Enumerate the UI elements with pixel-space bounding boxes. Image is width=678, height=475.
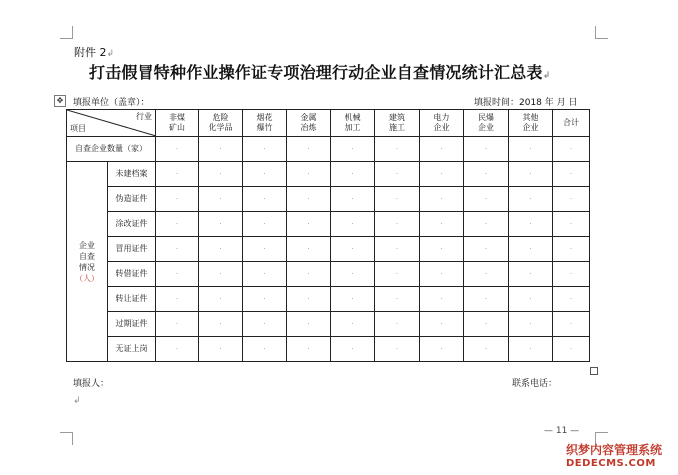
cell-mark: · xyxy=(440,195,443,203)
data-cell[interactable] xyxy=(331,162,375,187)
paragraph-mark: ↲ xyxy=(106,49,115,59)
cell-mark: · xyxy=(263,245,266,253)
data-cell[interactable] xyxy=(553,262,590,287)
cell-mark: · xyxy=(484,270,488,278)
group-label-line: 情况 xyxy=(79,262,95,272)
data-cell[interactable] xyxy=(509,287,553,312)
cell-mark: · xyxy=(440,220,443,228)
data-cell[interactable] xyxy=(199,337,243,362)
crop-mark-bottom-left xyxy=(60,432,73,445)
data-cell[interactable] xyxy=(243,187,287,212)
cell-mark: · xyxy=(484,345,488,353)
data-cell[interactable] xyxy=(331,287,375,312)
data-cell[interactable] xyxy=(509,312,553,337)
industry-label-line1: 民爆 xyxy=(478,113,494,122)
industry-label-line2: 加工 xyxy=(344,123,361,132)
data-cell[interactable] xyxy=(420,262,464,287)
cell-mark: · xyxy=(395,170,399,178)
data-cell[interactable] xyxy=(420,137,464,162)
data-cell[interactable] xyxy=(375,312,420,337)
cell-mark: · xyxy=(440,170,443,178)
cell-mark: · xyxy=(440,245,443,253)
cell-mark: · xyxy=(395,295,399,303)
data-cell[interactable] xyxy=(331,337,375,362)
table-move-handle-icon[interactable]: ✥ xyxy=(54,95,66,107)
data-cell[interactable] xyxy=(199,237,243,262)
data-cell[interactable] xyxy=(199,287,243,312)
cell-mark: · xyxy=(395,320,399,328)
cell-mark: · xyxy=(263,320,266,328)
data-cell[interactable] xyxy=(464,312,509,337)
data-cell[interactable] xyxy=(199,187,243,212)
data-cell[interactable] xyxy=(156,287,199,312)
data-cell[interactable] xyxy=(464,287,509,312)
table-resize-handle[interactable] xyxy=(590,367,598,375)
industry-label-line2: 企业 xyxy=(478,123,494,132)
data-cell[interactable] xyxy=(199,212,243,237)
data-cell[interactable] xyxy=(199,162,243,187)
table-row xyxy=(67,212,590,237)
data-cell[interactable] xyxy=(156,187,199,212)
table-row xyxy=(67,337,590,362)
industry-label-line1: 机械 xyxy=(344,113,361,122)
header-cell-industry[interactable] xyxy=(420,110,464,137)
data-cell[interactable] xyxy=(156,262,199,287)
cell-mark: · xyxy=(307,320,310,328)
data-cell[interactable] xyxy=(243,287,287,312)
header-cell-industry[interactable] xyxy=(287,110,331,137)
data-cell[interactable] xyxy=(464,212,509,237)
header-cell-industry[interactable] xyxy=(509,110,553,137)
watermark-site: DEDECMS.COM xyxy=(566,458,656,469)
cell-mark: · xyxy=(395,270,399,278)
data-cell[interactable] xyxy=(420,237,464,262)
cell-mark: · xyxy=(569,170,573,178)
data-cell[interactable] xyxy=(331,137,375,162)
cell-mark: · xyxy=(219,145,222,153)
data-cell[interactable] xyxy=(331,312,375,337)
cell-mark: · xyxy=(484,245,488,253)
data-cell[interactable] xyxy=(553,312,590,337)
data-cell[interactable] xyxy=(420,162,464,187)
cell-mark: · xyxy=(569,320,573,328)
data-cell[interactable] xyxy=(509,337,553,362)
corner-item-label: 项目 xyxy=(70,124,86,133)
cell-mark: · xyxy=(307,245,310,253)
data-cell[interactable] xyxy=(199,137,243,162)
header-cell-industry[interactable] xyxy=(331,110,375,137)
table-row xyxy=(67,162,590,187)
fill-unit-label[interactable]: 填报单位（盖章）： xyxy=(73,98,150,108)
header-cell-industry[interactable] xyxy=(375,110,420,137)
cell-mark: · xyxy=(529,145,532,153)
cell-mark: · xyxy=(263,170,266,178)
data-cell[interactable] xyxy=(287,212,331,237)
attachment-label[interactable] xyxy=(74,44,114,60)
document-title-text: 打击假冒特种作业操作证专项治理行动企业自查情况统计汇总表 xyxy=(89,63,543,82)
row-label[interactable]: 冒用证件 xyxy=(108,237,156,262)
data-cell[interactable] xyxy=(375,212,420,237)
data-cell[interactable] xyxy=(243,237,287,262)
data-cell[interactable] xyxy=(243,212,287,237)
cell-mark: · xyxy=(569,270,573,278)
data-cell[interactable] xyxy=(331,187,375,212)
data-cell[interactable] xyxy=(199,312,243,337)
data-cell[interactable] xyxy=(243,162,287,187)
table-row xyxy=(67,187,590,212)
cell-mark: · xyxy=(569,345,573,353)
data-cell[interactable] xyxy=(287,162,331,187)
industry-label-line1: 非煤 xyxy=(169,113,185,122)
cell-mark: · xyxy=(175,195,179,203)
cell-mark: · xyxy=(351,145,354,153)
data-cell[interactable] xyxy=(464,187,509,212)
statistics-table[interactable] xyxy=(66,109,590,362)
count-row-label[interactable]: 自查企业数量（家） xyxy=(67,137,156,162)
row-label[interactable]: 涂改证件 xyxy=(108,212,156,237)
row-label[interactable]: 过期证件 xyxy=(108,312,156,337)
table-row xyxy=(67,312,590,337)
data-cell[interactable] xyxy=(375,287,420,312)
data-cell[interactable] xyxy=(375,137,420,162)
data-cell[interactable] xyxy=(553,162,590,187)
cell-mark: · xyxy=(351,220,354,228)
data-cell[interactable] xyxy=(243,262,287,287)
cell-mark: · xyxy=(569,245,573,253)
data-cell[interactable] xyxy=(509,187,553,212)
cell-mark: · xyxy=(484,320,488,328)
cell-mark: · xyxy=(395,220,399,228)
industry-label-line1: 烟花 xyxy=(256,113,273,122)
cell-mark: · xyxy=(175,320,179,328)
cell-mark: · xyxy=(440,320,443,328)
group-label-line: （人） xyxy=(75,273,99,283)
cell-mark: · xyxy=(351,270,354,278)
cell-mark: · xyxy=(307,170,310,178)
cell-mark: · xyxy=(219,320,222,328)
data-cell[interactable] xyxy=(553,137,590,162)
row-label[interactable]: 未建档案 xyxy=(108,162,156,187)
industry-label-line1: 危险 xyxy=(212,113,229,122)
watermark-title: 织梦内容管理系统 xyxy=(566,443,663,457)
data-cell[interactable] xyxy=(287,137,331,162)
data-cell[interactable] xyxy=(287,187,331,212)
data-cell[interactable] xyxy=(287,312,331,337)
data-cell[interactable] xyxy=(553,337,590,362)
total-label: 合计 xyxy=(563,118,579,127)
cell-mark: · xyxy=(219,220,222,228)
data-cell[interactable] xyxy=(464,337,509,362)
data-cell[interactable] xyxy=(156,337,199,362)
industry-label-line2: 施工 xyxy=(389,123,405,132)
data-cell[interactable] xyxy=(464,262,509,287)
document-title[interactable] xyxy=(89,60,550,83)
header-corner-cell[interactable] xyxy=(67,110,156,137)
cell-mark: · xyxy=(351,295,354,303)
cell-mark: · xyxy=(529,320,532,328)
cell-mark: · xyxy=(307,220,310,228)
cell-mark: · xyxy=(395,145,399,153)
data-cell[interactable] xyxy=(420,337,464,362)
header-cell-industry[interactable] xyxy=(243,110,287,137)
group-label-line: 企业 xyxy=(79,240,95,250)
data-cell[interactable] xyxy=(331,262,375,287)
data-cell[interactable] xyxy=(509,162,553,187)
cell-mark: · xyxy=(569,145,573,153)
row-label[interactable]: 无证上岗 xyxy=(108,337,156,362)
industry-label-line1: 金属 xyxy=(300,113,317,122)
cell-mark: · xyxy=(529,295,532,303)
cell-mark: · xyxy=(351,170,354,178)
paragraph-mark: ↲ xyxy=(542,71,551,81)
phone-label[interactable]: 联系电话： xyxy=(512,379,558,389)
cell-mark: · xyxy=(263,295,266,303)
cell-mark: · xyxy=(569,195,573,203)
group-label-line: 自查 xyxy=(79,251,95,261)
crop-mark-top-left xyxy=(60,26,73,39)
cell-mark: · xyxy=(307,295,310,303)
data-cell[interactable] xyxy=(156,237,199,262)
cell-mark: · xyxy=(484,170,488,178)
row-label[interactable]: 转借证件 xyxy=(108,262,156,287)
cell-mark: · xyxy=(484,295,488,303)
cell-mark: · xyxy=(219,170,222,178)
data-cell[interactable] xyxy=(287,262,331,287)
cell-mark: · xyxy=(307,345,310,353)
industry-label-line1: 建筑 xyxy=(389,113,405,122)
cell-mark: · xyxy=(175,270,179,278)
header-cell-industry[interactable] xyxy=(199,110,243,137)
cell-mark: · xyxy=(263,270,266,278)
data-cell[interactable] xyxy=(199,262,243,287)
table-header-row xyxy=(67,110,590,137)
data-cell[interactable] xyxy=(287,337,331,362)
cell-mark: · xyxy=(351,245,354,253)
cell-mark: · xyxy=(219,270,222,278)
data-cell[interactable] xyxy=(464,137,509,162)
industry-label-line1: 电力 xyxy=(433,113,450,122)
data-cell[interactable] xyxy=(287,237,331,262)
cell-mark: · xyxy=(529,220,532,228)
data-cell[interactable] xyxy=(331,237,375,262)
industry-label-line2: 矿山 xyxy=(169,123,185,132)
cell-mark: · xyxy=(351,345,354,353)
industry-label-line1: 其他 xyxy=(522,113,539,122)
table-row xyxy=(67,237,590,262)
cell-mark: · xyxy=(529,270,532,278)
cell-mark: · xyxy=(484,145,488,153)
cell-mark: · xyxy=(263,195,266,203)
cell-mark: · xyxy=(175,170,179,178)
crop-mark-top-right xyxy=(595,26,608,39)
cell-mark: · xyxy=(219,345,222,353)
cell-mark: · xyxy=(484,220,488,228)
cell-mark: · xyxy=(263,220,266,228)
reporter-label[interactable]: 填报人： xyxy=(73,379,110,389)
data-cell[interactable] xyxy=(420,312,464,337)
group-label-cell[interactable] xyxy=(67,162,108,362)
industry-label-line2: 化学品 xyxy=(208,123,233,132)
data-cell[interactable] xyxy=(156,212,199,237)
cell-mark: · xyxy=(263,145,266,153)
cell-mark: · xyxy=(175,345,179,353)
header-cell-total[interactable] xyxy=(553,110,590,137)
cell-mark: · xyxy=(440,270,443,278)
data-cell[interactable] xyxy=(156,162,199,187)
data-cell[interactable] xyxy=(375,187,420,212)
data-cell[interactable] xyxy=(375,262,420,287)
data-cell[interactable] xyxy=(464,237,509,262)
data-cell[interactable] xyxy=(156,137,199,162)
data-cell[interactable] xyxy=(243,312,287,337)
data-cell[interactable] xyxy=(553,212,590,237)
corner-industry-label: 行业 xyxy=(136,112,152,121)
count-row xyxy=(67,137,590,162)
data-cell[interactable] xyxy=(553,237,590,262)
data-cell[interactable] xyxy=(243,337,287,362)
cell-mark: · xyxy=(175,220,179,228)
cell-mark: · xyxy=(440,295,443,303)
cell-mark: · xyxy=(440,145,443,153)
cell-mark: · xyxy=(351,320,354,328)
cell-mark: · xyxy=(307,195,310,203)
data-cell[interactable] xyxy=(553,287,590,312)
cell-mark: · xyxy=(395,345,399,353)
cell-mark: · xyxy=(529,195,532,203)
row-label[interactable]: 转让证件 xyxy=(108,287,156,312)
attachment-text: 附件 2 xyxy=(74,46,107,59)
data-cell[interactable] xyxy=(287,287,331,312)
data-cell[interactable] xyxy=(375,337,420,362)
cell-mark: · xyxy=(484,195,488,203)
cell-mark: · xyxy=(307,270,310,278)
page-number: — 11 — xyxy=(544,426,580,436)
paragraph-mark: ↲ xyxy=(73,396,81,406)
data-cell[interactable] xyxy=(243,137,287,162)
fill-time-label[interactable]: 填报时间：2018 年 月 日 xyxy=(474,98,578,108)
data-cell[interactable] xyxy=(509,137,553,162)
cell-mark: · xyxy=(529,245,532,253)
data-cell[interactable] xyxy=(156,312,199,337)
industry-label-line2: 爆竹 xyxy=(256,123,273,132)
cell-mark: · xyxy=(351,195,354,203)
cell-mark: · xyxy=(219,195,222,203)
table-row xyxy=(67,287,590,312)
data-cell[interactable] xyxy=(331,212,375,237)
data-cell[interactable] xyxy=(553,187,590,212)
cell-mark: · xyxy=(175,295,179,303)
cell-mark: · xyxy=(219,295,222,303)
industry-label-line2: 企业 xyxy=(433,123,450,132)
industry-label-line2: 冶炼 xyxy=(300,123,317,132)
cell-mark: · xyxy=(219,245,222,253)
cell-mark: · xyxy=(263,345,266,353)
cell-mark: · xyxy=(569,295,573,303)
data-cell[interactable] xyxy=(464,162,509,187)
cell-mark: · xyxy=(529,170,532,178)
header-cell-industry[interactable] xyxy=(156,110,199,137)
row-label[interactable]: 伪造证件 xyxy=(108,187,156,212)
data-cell[interactable] xyxy=(420,187,464,212)
cell-mark: · xyxy=(175,245,179,253)
cell-mark: · xyxy=(529,345,532,353)
data-cell[interactable] xyxy=(509,212,553,237)
data-cell[interactable] xyxy=(375,162,420,187)
header-cell-industry[interactable] xyxy=(464,110,509,137)
data-cell[interactable] xyxy=(420,287,464,312)
cell-mark: · xyxy=(175,145,179,153)
data-cell[interactable] xyxy=(509,237,553,262)
industry-label-line2: 企业 xyxy=(522,123,539,132)
table-row xyxy=(67,262,590,287)
cell-mark: · xyxy=(569,220,573,228)
data-cell[interactable] xyxy=(375,237,420,262)
cell-mark: · xyxy=(395,195,399,203)
cell-mark: · xyxy=(307,145,310,153)
data-cell[interactable] xyxy=(420,212,464,237)
data-cell[interactable] xyxy=(509,262,553,287)
cell-mark: · xyxy=(440,345,443,353)
cell-mark: · xyxy=(395,245,399,253)
